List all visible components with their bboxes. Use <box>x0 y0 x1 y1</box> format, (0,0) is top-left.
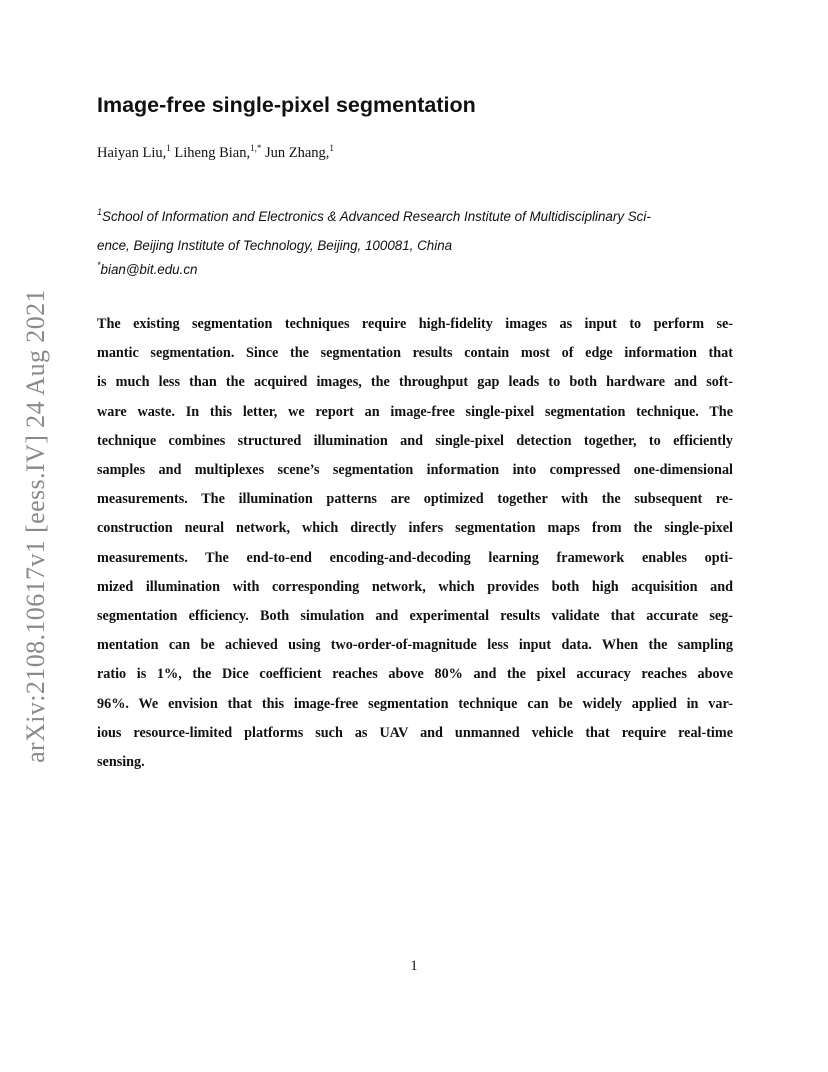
abstract-line: segmentation efficiency. Both simulation and experimental results validate that accurate seg- <box>97 608 733 625</box>
arxiv-identifier-text: arXiv:2108.10617v1 [eess.IV] 24 Aug 2021 <box>21 289 50 763</box>
page-number: 1 <box>410 958 418 974</box>
abstract-line: measurements. The end-to-end encoding-and-decoding learning framework enables opti- <box>97 549 733 566</box>
author-name: Liheng Bian, <box>174 145 251 161</box>
abstract-line: mantic segmentation. Since the segmentation results contain most of edge information that <box>97 345 733 362</box>
abstract-line: mized illumination with corresponding network, which provides both high acquisition and <box>97 578 733 595</box>
abstract <box>97 310 733 777</box>
abstract-line: construction neural network, which directly infers segmentation maps from the single-pixel <box>97 520 733 537</box>
author-affiliation-mark: 1 <box>329 143 334 153</box>
paper-title: Image-free single-pixel segmentation <box>97 93 476 117</box>
abstract-line: The existing segmentation techniques require high-fidelity images as input to perform se- <box>97 316 733 332</box>
corresponding-email <box>97 260 737 280</box>
author-affiliation-mark: 1 <box>166 143 171 153</box>
abstract-line: ware waste. In this letter, we report an image-free single-pixel segmentation technique. The <box>97 403 733 420</box>
affiliation-line-2: ence, Beijing Institute of Technology, Beijing, 100081, China <box>97 238 453 253</box>
arxiv-identifier-stamp <box>14 280 58 772</box>
abstract-line: ious resource-limited platforms such as UAV and unmanned vehicle that require real-time <box>97 724 733 741</box>
affiliation-text: School of Information and Electronics & Advanced Research Institute of Multidisciplinary Sci- <box>102 209 651 224</box>
email-address: bian@bit.edu.cn <box>100 262 198 277</box>
abstract-line: ratio is 1%, the Dice coefficient reaches above 80% and the pixel accuracy reaches above <box>97 666 733 683</box>
abstract-line: 96%. We envision that this image-free segmentation technique can be widely applied in var- <box>97 695 733 712</box>
abstract-line: technique combines structured illumination and single-pixel detection together, to efficiently <box>97 432 733 449</box>
abstract-line: is much less than the acquired images, the throughput gap leads to both hardware and soft- <box>97 374 733 391</box>
author-affiliation-mark: 1,* <box>250 143 262 153</box>
abstract-line: sensing. <box>97 754 145 771</box>
abstract-line: samples and multiplexes scene’s segmentation information into compressed one-dimensional <box>97 462 733 479</box>
author-name: Jun Zhang, <box>264 145 330 161</box>
corresponding-mark: * <box>97 260 101 270</box>
author-affiliation <box>97 202 737 260</box>
abstract-line: measurements. The illumination patterns are optimized together with the subsequent re- <box>97 491 733 508</box>
abstract-line: mentation can be achieved using two-order-of-magnitude less input data. When the sampling <box>97 637 733 654</box>
affiliation-line-1 <box>97 202 737 231</box>
affiliation-mark: 1 <box>97 207 103 217</box>
author-name: Haiyan Liu, <box>97 145 167 161</box>
author-list <box>97 145 737 162</box>
